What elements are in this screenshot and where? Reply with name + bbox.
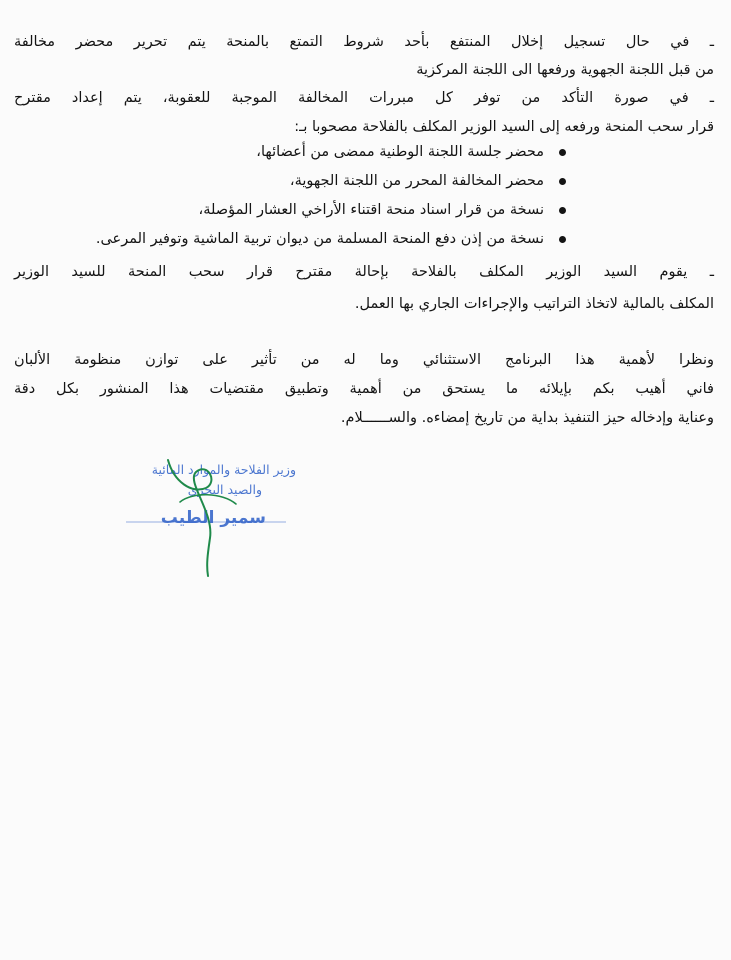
paragraph-violation-record (14, 28, 714, 85)
list-item: محضر المخالفة المحرر من اللجنة الجهوية، (146, 167, 566, 196)
paragraph-line: ـ يقوم السيد الوزير المكلف بالفلاحة بإحالة مقترح قرار سحب المنحة للسيد الوزير (14, 264, 714, 280)
attachments-list (95, 138, 566, 254)
closing-paragraph (14, 346, 714, 433)
paragraph-withdrawal-proposal (14, 84, 714, 142)
paragraph-line: وعناية وإدخاله حيز التنفيذ بداية من تاريخ إمضاءه. والســــــلام. (340, 410, 714, 426)
handwritten-signature (96, 452, 296, 582)
list-item: نسخة من إذن دفع المنحة المسلمة من ديوان تربية الماشية وتوفير المرعى. (146, 225, 566, 254)
stamp-name: سمير الطيب (160, 508, 266, 528)
paragraph-line: من قبل اللجنة الجهوية ورفعها الى اللجنة المركزية (416, 62, 714, 78)
list-item: محضر جلسة اللجنة الوطنية ممضى من أعضائها، (146, 138, 566, 167)
stamp-title-line: وزير الفلاحة والموارد المائية (151, 462, 296, 477)
signature-stamp (96, 452, 296, 582)
list-item: نسخة من قرار اسناد منحة اقتناء الأراخي العشار المؤصلة، (146, 196, 566, 225)
paragraph-minister-referral (14, 258, 714, 319)
paragraph-line: ـ في حال تسجيل إخلال المنتفع بأحد شروط التمتع بالمنحة يتم تحرير محضر مخالفة (14, 34, 714, 50)
paragraph-line: فاني أهيب بكم بإيلائه ما يستحق من أهمية وتطبيق مقتضيات هذا المنشور بكل دقة (14, 381, 714, 397)
paragraph-line: المكلف بالمالية لاتخاذ التراتيب والإجراءات الجاري بها العمل. (354, 296, 714, 312)
paragraph-line: ـ في صورة التأكد من توفر كل مبررات المخالفة الموجبة للعقوبة، يتم إعداد مقترح (14, 90, 714, 106)
paragraph-line: قرار سحب المنحة ورفعه إلى السيد الوزير المكلف بالفلاحة مصحوبا بـ: (294, 119, 714, 135)
stamp-title-line: والصيد البحري (187, 482, 262, 497)
paragraph-line: ونظرا لأهمية هذا البرنامج الاستثنائي وما له من تأثير على توازن منظومة الألبان (14, 352, 714, 368)
